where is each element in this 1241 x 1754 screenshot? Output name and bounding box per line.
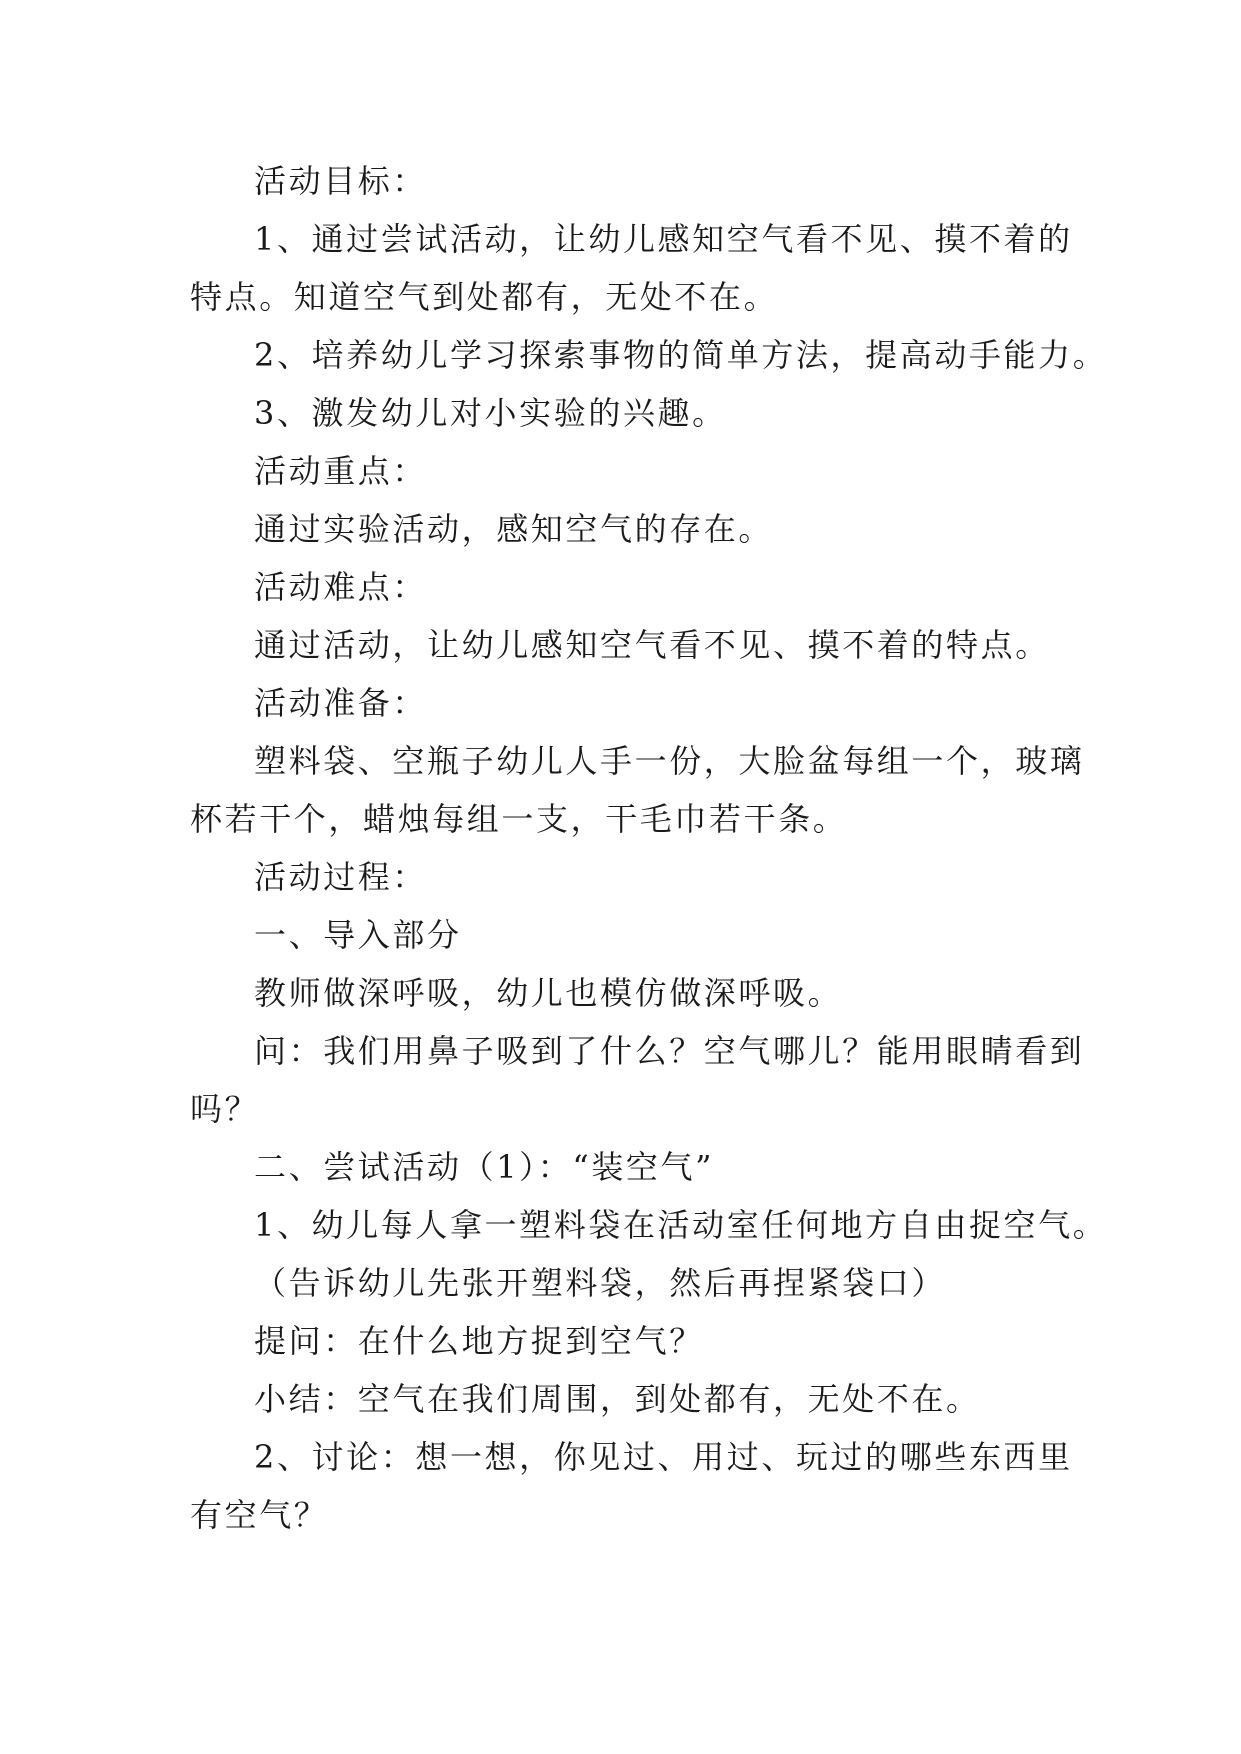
document-body	[190, 152, 1108, 1544]
text-line: 活动难点：	[254, 568, 428, 606]
text-line: 杯若干个，蜡烛每组一支，干毛巾若干条。	[190, 800, 848, 838]
text-line: 特点。知道空气到处都有，无处不在。	[190, 278, 779, 316]
text-line: 3、激发幼儿对小实验的兴趣。	[254, 394, 727, 432]
text-line: 活动目标：	[254, 162, 428, 200]
text-line: 2、讨论：想一想，你见过、用过、玩过的哪些东西里	[254, 1438, 1073, 1476]
text-line: 活动过程：	[254, 858, 428, 896]
text-line: 一、导入部分	[254, 916, 462, 954]
text-line: 有空气？	[190, 1496, 329, 1534]
text-line: 问：我们用鼻子吸到了什么？空气哪儿？能用眼睛看到	[254, 1032, 1085, 1070]
text-line: 教师做深呼吸，幼儿也模仿做深呼吸。	[254, 974, 843, 1012]
text-line: 1、幼儿每人拿一塑料袋在活动室任何地方自由捉空气。	[254, 1206, 1108, 1244]
text-line: 通过活动，让幼儿感知空气看不见、摸不着的特点。	[254, 626, 1050, 664]
text-line: 活动重点：	[254, 452, 428, 490]
text-line: 2、培养幼儿学习探索事物的简单方法，提高动手能力。	[254, 336, 1108, 374]
text-line: 1、通过尝试活动，让幼儿感知空气看不见、摸不着的	[254, 220, 1073, 258]
text-line: 通过实验活动，感知空气的存在。	[254, 510, 774, 548]
text-line: （告诉幼儿先张开塑料袋，然后再捏紧袋口）	[254, 1264, 947, 1302]
text-line: 提问：在什么地方捉到空气？	[254, 1322, 704, 1360]
text-line: 小结：空气在我们周围，到处都有，无处不在。	[254, 1380, 981, 1418]
text-line: 活动准备：	[254, 684, 428, 722]
text-line: 吗？	[190, 1090, 260, 1128]
text-line: 塑料袋、空瓶子幼儿人手一份，大脸盆每组一个，玻璃	[254, 742, 1085, 780]
text-line: 二、尝试活动（1）：“装空气”	[254, 1148, 715, 1186]
